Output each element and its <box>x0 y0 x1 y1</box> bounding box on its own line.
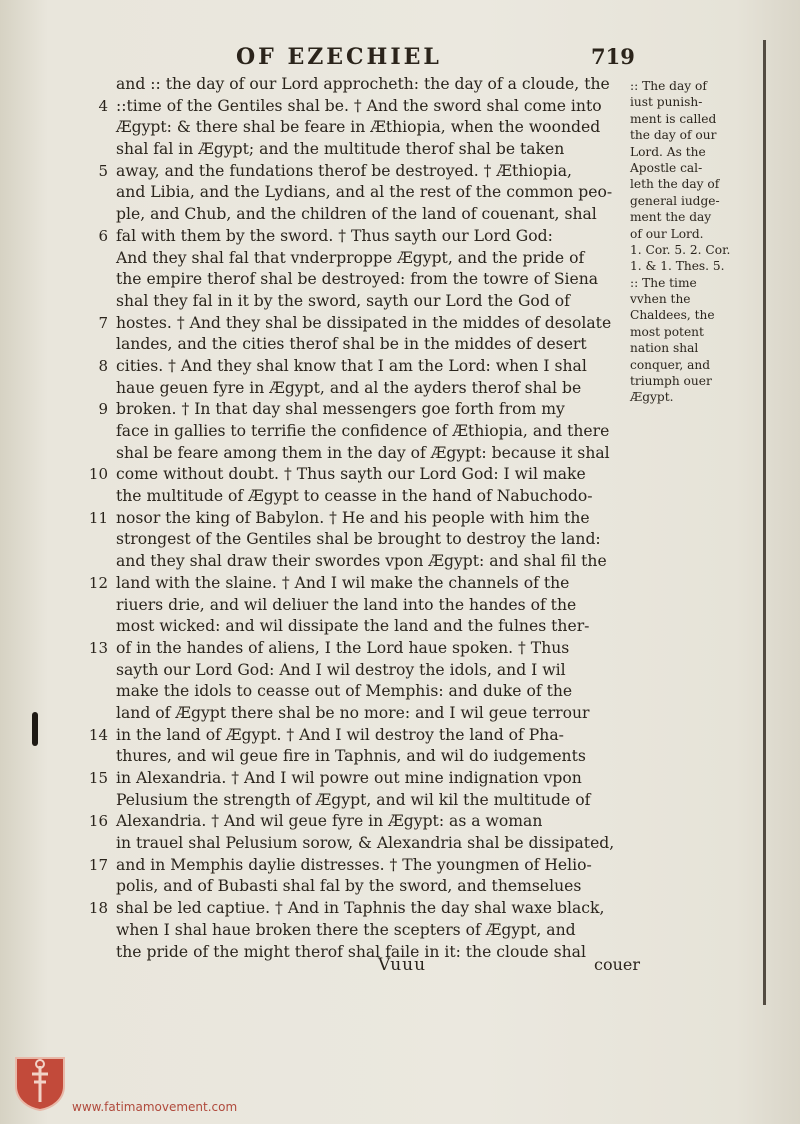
verse-number: 14 <box>88 725 108 744</box>
marginal-note <box>630 78 762 406</box>
line-text: cities. † And they shal know that I am the Lord: when I shal <box>116 356 587 375</box>
text-line <box>116 204 628 226</box>
marginal-line: most potent <box>630 324 704 339</box>
text-line <box>116 876 628 898</box>
text-line <box>116 616 628 638</box>
text-line <box>116 443 628 465</box>
marginal-line: Lord. As the <box>630 144 706 159</box>
marginal-line: Chaldees, the <box>630 308 715 323</box>
text-line <box>116 334 628 356</box>
text-line <box>116 660 628 682</box>
line-text: fal with them by the sword. † Thus sayth our Lord God: <box>116 226 553 245</box>
marginal-line: nation shal <box>630 341 699 356</box>
marginal-line: ment the day <box>630 210 712 225</box>
text-line <box>116 269 628 291</box>
line-text: ::time of the Gentiles shal be. † And the sword shal come into <box>116 96 602 115</box>
line-text: away, and the fundations therof be destroyed. † Æthiopia, <box>116 161 572 180</box>
watermark-logo-icon <box>12 1052 68 1112</box>
line-text: land with the slaine. † And I wil make the channels of the <box>116 573 570 592</box>
verse-number: 9 <box>98 400 108 419</box>
line-text: nosor the king of Babylon. † He and his people with him the <box>116 508 590 527</box>
verse-number: 15 <box>88 769 108 787</box>
verse-number: 11 <box>88 508 108 527</box>
verse-number: 4 <box>98 96 108 115</box>
text-line <box>116 703 628 725</box>
binding-mark <box>32 712 38 746</box>
marginal-line: :: The time <box>630 275 697 290</box>
text-line <box>116 74 628 96</box>
text-line <box>116 746 628 768</box>
line-text: polis, and of Bubasti shal fal by the sword, and themselues <box>116 877 582 896</box>
line-text: landes, and the cities therof shal be in the middes of desert <box>116 335 587 354</box>
text-line <box>116 421 628 443</box>
line-text: land of Ægypt there shal be no more: and I wil geue terrour <box>116 703 590 722</box>
line-text: shal fal in Ægypt; and the multitude therof shal be taken <box>116 140 565 159</box>
marginal-line: Ægypt. <box>630 390 674 405</box>
line-text: shal be feare among them in the day of Ægypt: because it shal <box>116 443 610 462</box>
text-line <box>116 595 628 617</box>
text-line <box>88 464 628 486</box>
line-text: the pride of the might therof shal faile in it: the cloude shal <box>116 942 586 961</box>
line-text: the multitude of Ægypt to ceasse in the hand of Nabuchodo- <box>116 487 593 506</box>
line-text: Alexandria. † And wil geue fyre in Ægypt: as a woman <box>116 812 543 831</box>
line-text: come without doubt. † Thus sayth our Lord God: I wil make <box>116 465 586 484</box>
verse-number: 8 <box>98 356 108 375</box>
line-text: riuers drie, and wil deliuer the land into the handes of the <box>116 595 577 614</box>
verse-number: 7 <box>98 313 108 332</box>
watermark-url: www.fatimamovement.com <box>72 1100 238 1114</box>
verse-number: 17 <box>88 855 108 874</box>
text-line <box>116 378 628 400</box>
page-number: 719 <box>591 44 635 69</box>
marginal-line: leth the day of <box>630 177 720 192</box>
text-line <box>98 313 628 335</box>
text-line <box>116 291 628 313</box>
verse-number: 13 <box>88 638 108 657</box>
running-title: OF EZECHIEL <box>236 44 442 70</box>
text-line <box>116 920 628 942</box>
line-text: most wicked: and wil dissipate the land and the fulnes ther- <box>116 617 590 636</box>
line-text: of in the handes of aliens, I the Lord haue spoken. † Thus <box>116 638 570 657</box>
text-line <box>88 573 628 595</box>
text-line <box>116 248 628 270</box>
line-text: broken. † In that day shal messengers goe forth from my <box>116 400 565 419</box>
marginal-line: vvhen the <box>630 292 691 307</box>
line-text: in the land of Ægypt. † And I wil destroy the land of Pha- <box>116 725 564 744</box>
page-footer <box>116 955 641 979</box>
text-line <box>98 226 628 248</box>
text-line <box>116 790 628 812</box>
verse-number: 16 <box>88 812 108 831</box>
marginal-line: 1. & 1. Thes. 5. <box>630 259 725 274</box>
signature-mark: Vuuu <box>378 955 427 975</box>
text-line <box>88 725 628 747</box>
text-line <box>116 117 628 139</box>
text-line <box>116 486 628 508</box>
marginal-line: conquer, and <box>630 357 711 372</box>
line-text: make the idols to ceasse out of Memphis: and duke of the <box>116 682 573 701</box>
text-line <box>88 768 628 790</box>
page-header <box>236 44 636 74</box>
marginal-line: 1. Cor. 5. 2. Cor. <box>630 242 731 257</box>
text-line <box>116 139 628 161</box>
line-text: ple, and Chub, and the children of the land of couenant, shal <box>116 205 597 224</box>
marginal-line: iust punish- <box>630 95 703 110</box>
line-text: in trauel shal Pelusium sorow, & Alexandria shal be dissipated, <box>116 834 615 853</box>
line-text: in Alexandria. † And I wil powre out mine indignation vpon <box>116 769 582 787</box>
scripture-text <box>88 74 628 963</box>
text-line <box>116 833 628 855</box>
line-text: and Libia, and the Lydians, and al the rest of the common peo- <box>116 183 613 202</box>
line-text: sayth our Lord God: And I wil destroy the idols, and I wil <box>116 660 566 679</box>
marginal-line: ment is called <box>630 111 717 126</box>
line-text: when I shal haue broken there the scepters of Ægypt, and <box>116 920 576 939</box>
verse-number: 18 <box>88 899 108 918</box>
text-line <box>88 508 628 530</box>
line-text: thures, and wil geue fire in Taphnis, and wil do iudgements <box>116 747 586 766</box>
marginal-line: :: The day of <box>630 79 707 93</box>
marginal-line: the day of our <box>630 128 717 143</box>
line-text: hostes. † And they shal be dissipated in the middes of desolate <box>116 313 612 332</box>
line-text: and :: the day of our Lord approcheth: the day of a cloude, the <box>116 75 610 93</box>
text-line <box>88 811 628 833</box>
line-text: Ægypt: & there shal be feare in Æthiopia, when the woonded <box>116 118 601 137</box>
marginal-line: Apostle cal- <box>630 160 703 175</box>
verse-number: 5 <box>98 161 108 180</box>
text-line <box>98 399 628 421</box>
line-text: face in gallies to terrifie the confidence of Æthiopia, and there <box>116 422 610 440</box>
line-text: shal they fal in it by the sword, sayth our Lord the God of <box>116 291 570 310</box>
marginal-line: of our Lord. <box>630 226 704 241</box>
line-text: and they shal draw their swordes vpon Ægypt: and shal fil the <box>116 552 607 571</box>
text-line <box>88 638 628 660</box>
text-line <box>88 898 628 920</box>
line-text: And they shal fal that vnderproppe Ægypt, and the pride of <box>116 248 585 267</box>
page-edge-shadow <box>763 40 766 1005</box>
text-line <box>98 96 628 118</box>
verse-number: 12 <box>88 573 108 592</box>
line-text: Pelusium the strength of Ægypt, and wil kil the multitude of <box>116 790 591 809</box>
text-line <box>88 855 628 877</box>
verse-number: 6 <box>98 226 108 245</box>
line-text: the empire therof shal be destroyed: from the towre of Siena <box>116 270 599 289</box>
text-line <box>116 182 628 204</box>
catchword: couer <box>594 955 641 974</box>
text-line <box>116 551 628 573</box>
verse-number: 10 <box>88 465 108 484</box>
line-text: haue geuen fyre in Ægypt, and al the ayders therof shal be <box>116 378 582 397</box>
marginal-line: triumph ouer <box>630 374 712 389</box>
line-text: strongest of the Gentiles shal be brought to destroy the land: <box>116 530 601 549</box>
line-text: shal be led captiue. † And in Taphnis the day shal waxe black, <box>116 899 605 918</box>
text-line <box>98 161 628 183</box>
text-line <box>116 529 628 551</box>
line-text: and in Memphis daylie distresses. † The youngmen of Helio- <box>116 855 592 874</box>
text-line <box>116 681 628 703</box>
marginal-line: general iudge- <box>630 193 720 208</box>
text-line <box>98 356 628 378</box>
